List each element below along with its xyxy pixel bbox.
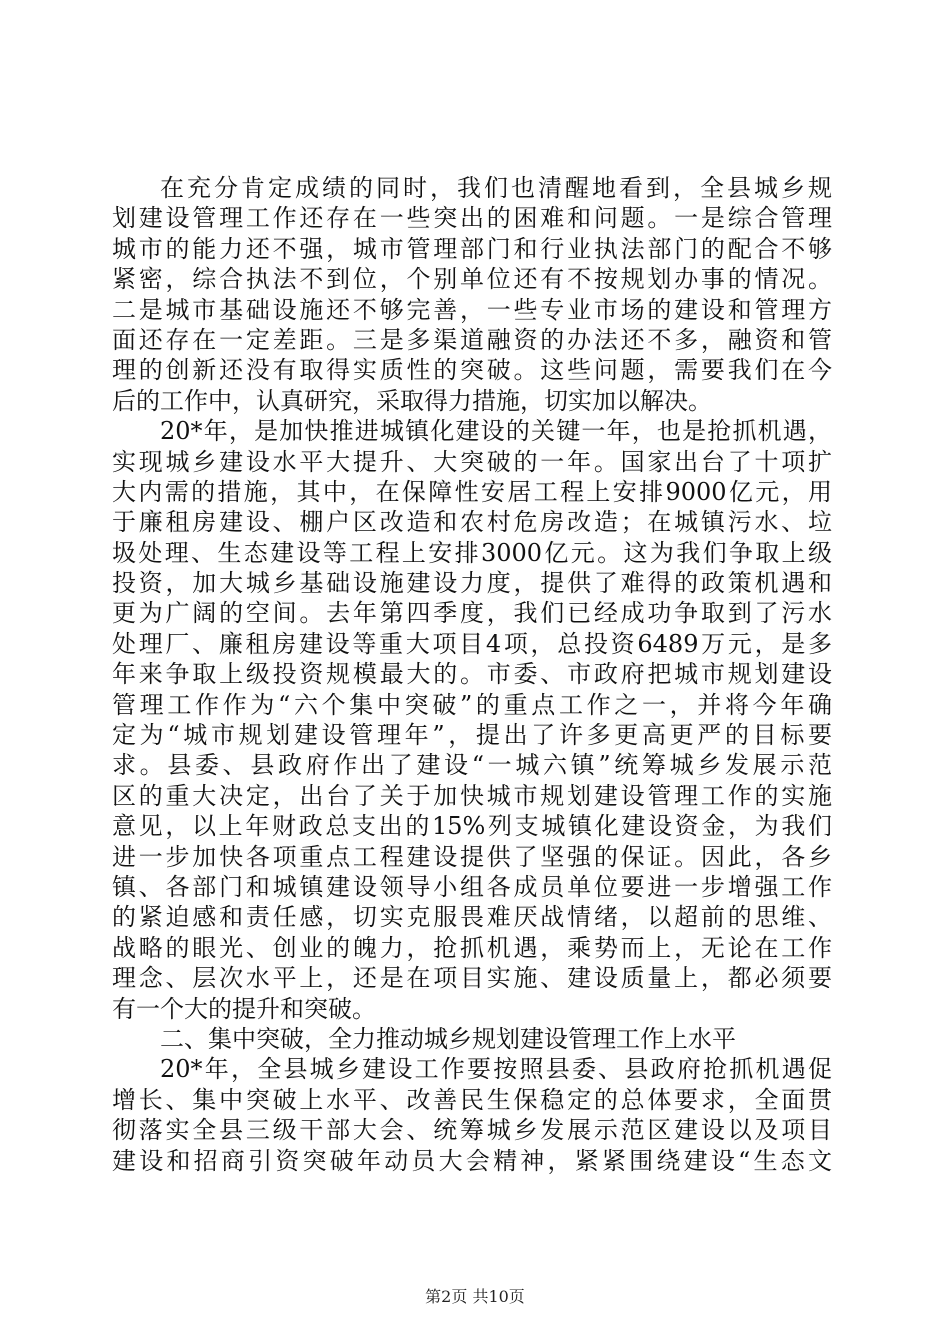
body-text (112, 173, 832, 1176)
paragraph-line: 进一步加快各项重点工程建设提供了坚强的保证。因此，各乡 (112, 842, 832, 871)
page-number-footer: 第2页 共10页 (425, 1287, 525, 1306)
paragraph-line: 战略的眼光、创业的魄力，抢抓机遇，乘势而上，无论在工作 (112, 933, 832, 962)
paragraph-line: 理念、层次水平上，还是在项目实施、建设质量上，都必须要 (112, 964, 832, 993)
paragraph-line: 增长、集中突破上水平、改善民生保稳定的总体要求，全面贯 (112, 1085, 832, 1114)
paragraph-line: 后的工作中，认真研究，采取得力措施，切实加以解决。 (112, 386, 712, 415)
section-heading: 二、集中突破，全力推动城乡规划建设管理工作上水平 (160, 1024, 736, 1053)
paragraph-line: 定为“城市规划建设管理年”，提出了许多更高更严的目标要 (112, 721, 832, 750)
paragraph-line: 区的重大决定，出台了关于加快城市规划建设管理工作的实施 (112, 781, 832, 810)
paragraph-line: 划建设管理工作还存在一些突出的困难和问题。一是综合管理 (112, 204, 832, 233)
paragraph-line: 管理工作作为“六个集中突破”的重点工作之一，并将今年确 (112, 690, 832, 719)
paragraph-line: 有一个大的提升和突破。 (112, 994, 376, 1023)
paragraph-line: 面还存在一定差距。三是多渠道融资的办法还不多，融资和管 (112, 325, 832, 354)
paragraph-line: 城市的能力还不强，城市管理部门和行业执法部门的配合不够 (112, 234, 832, 263)
paragraph-line: 年来争取上级投资规模最大的。市委、市政府把城市规划建设 (112, 660, 832, 689)
paragraph-line: 圾处理、生态建设等工程上安排3000亿元。这为我们争取上级 (112, 538, 832, 567)
paragraph-line: 彻落实全县三级干部大会、统筹城乡发展示范区建设以及项目 (112, 1116, 832, 1145)
paragraph-line: 求。县委、县政府作出了建设“一城六镇”统筹城乡发展示范 (112, 751, 832, 780)
paragraph-line: 意见，以上年财政总支出的15%列支城镇化建设资金，为我们 (112, 812, 832, 841)
paragraph-line: 二是城市基础设施还不够完善，一些专业市场的建设和管理方 (112, 295, 832, 324)
paragraph-line: 理的创新还没有取得实质性的突破。这些问题，需要我们在今 (112, 356, 832, 385)
paragraph-line: 更为广阔的空间。去年第四季度，我们已经成功争取到了污水 (112, 599, 832, 628)
paragraph-line: 20*年，全县城乡建设工作要按照县委、县政府抢抓机遇促 (160, 1055, 832, 1084)
paragraph-line: 大内需的措施，其中，在保障性安居工程上安排9000亿元，用 (112, 477, 832, 506)
paragraph-line: 于廉租房建设、棚户区改造和农村危房改造；在城镇污水、垃 (112, 508, 832, 537)
paragraph-line: 在充分肯定成绩的同时，我们也清醒地看到，全县城乡规 (160, 174, 832, 202)
paragraph-line: 处理厂、廉租房建设等重大项目4项，总投资6489万元，是多 (112, 629, 832, 658)
paragraph-line: 投资，加大城乡基础设施建设力度，提供了难得的政策机遇和 (112, 569, 832, 598)
paragraph-line: 的紧迫感和责任感，切实克服畏难厌战情绪，以超前的思维、 (112, 903, 832, 932)
paragraph-line: 实现城乡建设水平大提升、大突破的一年。国家出台了十项扩 (112, 447, 832, 476)
paragraph-line: 建设和招商引资突破年动员大会精神，紧紧围绕建设“生态文 (112, 1146, 832, 1175)
paragraph-line: 20*年，是加快推进城镇化建设的关键一年，也是抢抓机遇， (160, 417, 832, 446)
paragraph-line: 紧密，综合执法不到位，个别单位还有不按规划办事的情况。 (112, 265, 832, 294)
paragraph-line: 镇、各部门和城镇建设领导小组各成员单位要进一步增强工作 (112, 872, 832, 901)
